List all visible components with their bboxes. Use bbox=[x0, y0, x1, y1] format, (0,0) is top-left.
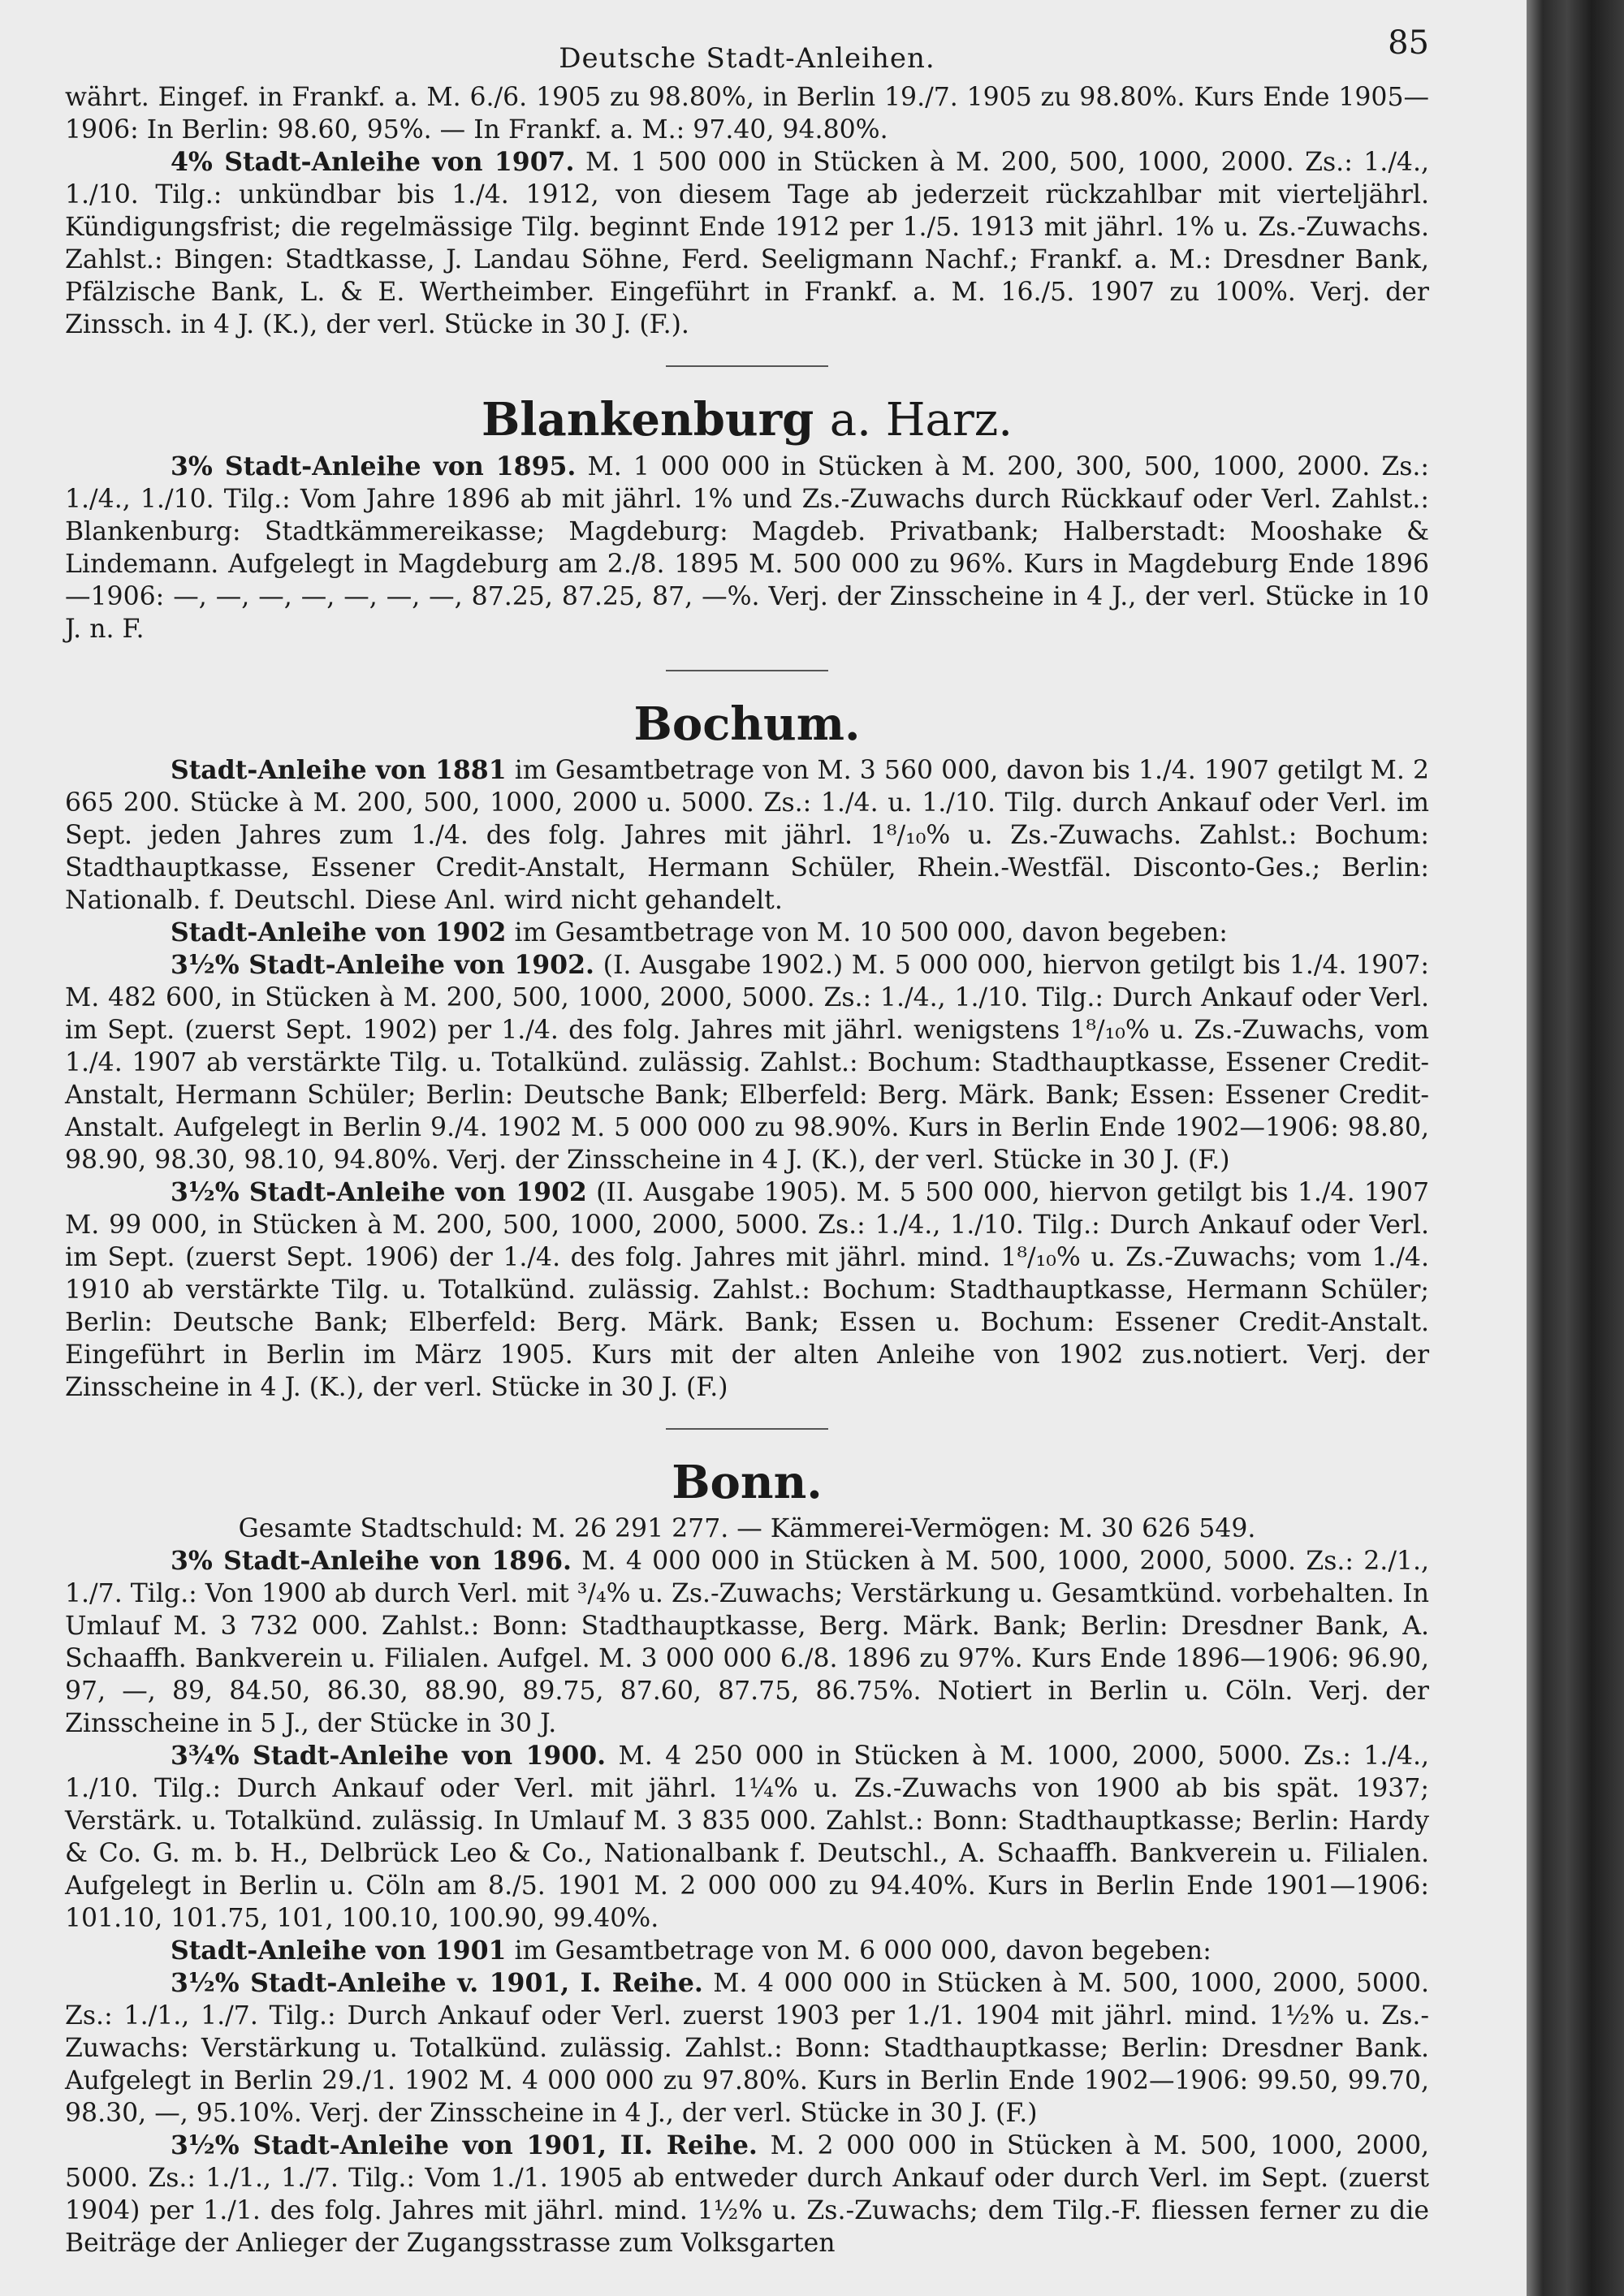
bochum-paragraph-1 bbox=[65, 754, 1429, 917]
bonn-debt-line: Gesamte Stadtschuld: M. 26 291 277. — Kämmerei-Vermögen: M. 30 626 549. bbox=[238, 1514, 1256, 1543]
loan-text: im Gesamtbetrage von M. 3 560 000, davon bis 1./4. 1907 getilgt M. 2 665 200. Stücke à M. 200, 500, 1000, 2000 u. 5000. Zs.: 1./4. u. 1./10. Tilg. durch Ankauf oder Verl. im Sept. jeden Jahres zum 1./4. des folg. Jahres mit jährl. 1⁸/₁₀% u. Zs.-Zuwachs. Zahlst.: Bochum: Stadthauptkasse, Essener Credit-Anstalt, Hermann Schüler, Rhein.-Westfäl. Disconto-Ges.; Berlin: Nationalb. f. Deutschl. Diese Anl. wird nicht gehandelt. bbox=[65, 756, 1430, 915]
loan-text: M. 2 000 000 in Stücken à M. 500, 1000, 2000, 5000. Zs.: 1./1., 1./7. Tilg.: Vom 1./1. 1905 ab entweder durch Ankauf oder durch Verl. im Sept. (zuerst 1904) per 1./1. des folg. Jahres mit jährl. mind. 1½% u. Zs.-Zuwachs; dem Tilg.-F. fliessen ferner zu die Beiträge der Anlieger der Zugangsstrasse zum Volksgarten bbox=[65, 2131, 1429, 2258]
blankenburg-paragraph-1 bbox=[65, 451, 1429, 645]
page-number: 85 bbox=[1388, 24, 1429, 62]
loan-text: M. 4 250 000 in Stücken à M. 1000, 2000, 5000. Zs.: 1./4., 1./10. Tilg.: Durch Ankauf oder Verl. mit jährl. 1¼% u. Zs.-Zuwachs von 1900 ab bis spät. 1937; Verstärk. u. Totalkünd. zulässig. In Umlauf M. 3 835 000. Zahlst.: Bonn: Stadthauptkasse; Berlin: Hardy & Co. G. m. b. H., Delbrück Leo & Co., Nationalbank f. Deutschl., A. Schaaffh. Bankverein u. Filialen. Aufgelegt in Berlin u. Cöln am 8./5. 1901 M. 2 000 000 zu 94.40%. Kurs in Berlin Ende 1901—1906: 101.10, 101.75, 101, 100.10, 100.90, 99.40%. bbox=[65, 1741, 1430, 1933]
loan-heading: 3½% Stadt-Anleihe von 1902 bbox=[171, 1177, 587, 1207]
loan-heading: 3½% Stadt-Anleihe von 1901, II. Reihe. bbox=[171, 2130, 758, 2160]
bonn-paragraph-5 bbox=[65, 2130, 1429, 2259]
loan-text: (I. Ausgabe 1902.) M. 5 000 000, hiervon getilgt bis 1./4. 1907: M. 482 600, in Stücken à M. 200, 500, 1000, 2000, 5000. Zs.: 1./4., 1./10. Tilg.: Durch Ankauf oder Verl. im Sept. (zuerst Sept. 1902) per 1./4. des folg. Jahres mit jährl. wenigstens 1⁸/₁₀% u. Zs.-Zuwachs, vom 1./4. 1907 ab verstärkte Tilg. u. Totalkünd. zulässig. Zahlst.: Bochum: Stadthauptkasse, Essener Credit-Anstalt, Hermann Schüler; Berlin: Deutsche Bank; Elberfeld: Berg. Märk. Bank; Essen: Essener Credit-Anstalt. Aufgelegt in Berlin 9./4. 1902 M. 5 000 000 zu 98.90%. Kurs in Berlin Ende 1902—1906: 98.80, 98.90, 98.30, 98.10, 94.80%. Verj. der Zinsscheine in 4 J. (K.), der verl. Stücke in 30 J. (F.) bbox=[65, 951, 1430, 1175]
section-title-blankenburg bbox=[65, 395, 1429, 446]
city-name: Blankenburg bbox=[481, 393, 814, 447]
city-suffix: a. Harz. bbox=[829, 394, 1013, 447]
loan-heading: 3½% Stadt-Anleihe von 1902. bbox=[171, 950, 594, 980]
section-title-bochum: Bochum. bbox=[633, 697, 861, 751]
loan-text: (II. Ausgabe 1905). M. 5 500 000, hiervon getilgt bis 1./4. 1907 M. 99 000, in Stücken à M. 200, 500, 1000, 2000, 5000. Zs.: 1./4., 1./10. Tilg.: Durch Ankauf oder Verl. im Sept. (zuerst Sept. 1906) der 1./4. des folg. Jahres mit jährl. mind. 1⁸/₁₀% u. Zs.-Zuwachs; vom 1./4. 1910 ab verstärkte Tilg. u. Totalkünd. zulässig. Zahlst.: Bochum: Stadthauptkasse, Hermann Schüler; Berlin: Deutsche Bank; Elberfeld: Berg. Märk. Bank; Essen u. Bochum: Essener Credit-Anstalt. Eingeführt in Berlin im März 1905. Kurs mit der alten Anleihe von 1902 zus.notiert. Verj. der Zinsscheine in 4 J. (K.), der verl. Stücke in 30 J. (F.) bbox=[65, 1178, 1430, 1402]
section-divider bbox=[666, 1428, 828, 1430]
section-divider bbox=[666, 365, 828, 367]
section-title-bonn: Bonn. bbox=[672, 1456, 823, 1509]
bochum-paragraph-2 bbox=[65, 917, 1429, 949]
loan-heading: 3% Stadt-Anleihe von 1896. bbox=[171, 1546, 572, 1576]
loan-text: M. 4 000 000 in Stücken à M. 500, 1000, 2000, 5000. Zs.: 2./1., 1./7. Tilg.: Von 1900 ab durch Verl. mit ³/₄% u. Zs.-Zuwachs; Verstärkung u. Gesamtkünd. vorbehalten. In Umlauf M. 3 732 000. Zahlst.: Bonn: Stadthauptkasse, Berg. Märk. Bank; Berlin: Dresdner Bank, A. Schaaffh. Bankverein u. Filialen. Aufgel. M. 3 000 000 6./8. 1896 zu 97%. Kurs Ende 1896—1906: 96.90, 97, —, 89, 84.50, 86.30, 88.90, 89.75, 87.60, 87.75, 86.75%. Notiert in Berlin u. Cöln. Verj. der Zinsscheine in 5 J., der Stücke in 30 J. bbox=[65, 1547, 1430, 1738]
book-spine bbox=[1527, 0, 1624, 2296]
intro-paragraph-2 bbox=[65, 146, 1429, 341]
loan-heading: Stadt-Anleihe von 1902 bbox=[171, 917, 507, 947]
bochum-paragraph-3 bbox=[65, 949, 1429, 1176]
bonn-paragraph-2 bbox=[65, 1740, 1429, 1935]
loan-text: im Gesamtbetrage von M. 6 000 000, davon begeben: bbox=[514, 1936, 1212, 1966]
bonn-paragraph-1 bbox=[65, 1545, 1429, 1740]
text-column bbox=[65, 24, 1429, 2259]
loan-heading: 3¾% Stadt-Anleihe von 1900. bbox=[171, 1741, 607, 1771]
loan-text: M. 4 000 000 in Stücken à M. 500, 1000, 2000, 5000. Zs.: 1./1., 1./7. Tilg.: Durch Ankauf oder Verl. zuerst 1903 per 1./1. 1904 mit jährl. mind. 1½% u. Zs.-Zuwachs: Verstärkung u. Totalkünd. zulässig. Zahlst.: Bonn: Stadthauptkasse; Berlin: Dresdner Bank. Aufgelegt in Berlin 29./1. 1902 M. 4 000 000 zu 97.80%. Kurs in Berlin Ende 1902—1906: 99.50, 99.70, 98.30, —, 95.10%. Verj. der Zinsscheine in 4 J., der verl. Stücke in 30 J. (F.) bbox=[65, 1969, 1429, 2128]
section-divider bbox=[666, 670, 828, 671]
loan-heading: 3% Stadt-Anleihe von 1895. bbox=[171, 451, 577, 481]
bochum-paragraph-4 bbox=[65, 1176, 1429, 1404]
loan-heading: Stadt-Anleihe von 1901 bbox=[171, 1936, 507, 1966]
bonn-paragraph-3 bbox=[65, 1935, 1429, 1967]
bonn-paragraph-4 bbox=[65, 1967, 1429, 2130]
intro-paragraph-1: währt. Eingef. in Frankf. a. M. 6./6. 1905 zu 98.80%, in Berlin 19./7. 1905 zu 98.80%. Kurs Ende 1905—1906: In Berlin: 98.60, 95%. — In Frankf. a. M.: 97.40, 94.80%. bbox=[65, 83, 1429, 145]
running-title: Deutsche Stadt-Anleihen. bbox=[559, 42, 935, 75]
loan-heading: Stadt-Anleihe von 1881 bbox=[171, 755, 507, 785]
loan-text: M. 1 000 000 in Stücken à M. 200, 300, 500, 1000, 2000. Zs.: 1./4., 1./10. Tilg.: Vom Jahre 1896 ab mit jährl. 1% und Zs.-Zuwachs durch Rückkauf oder Verl. Zahlst.: Blankenburg: Stadtkämmereikasse; Magdeburg: Magdeb. Privatbank; Halberstadt: Mooshake & Lindemann. Aufgelegt in Magdeburg am 2./8. 1895 M. 500 000 zu 96%. Kurs in Magdeburg Ende 1896—1906: —, —, —, —, —, —, —, 87.25, 87.25, 87, —%. Verj. der Zinsscheine in 4 J., der verl. Stücke in 10 J. n. F. bbox=[65, 452, 1429, 644]
loan-heading: 4% Stadt-Anleihe von 1907. bbox=[171, 147, 575, 177]
loan-text: M. 1 500 000 in Stücken à M. 200, 500, 1000, 2000. Zs.: 1./4., 1./10. Tilg.: unkündbar bis 1./4. 1912, von diesem Tage ab jederzeit rückzahlbar mit vierteljährl. Kündigungsfrist; die regelmässige Tilg. beginnt Ende 1912 per 1./5. 1913 mit jährl. 1% u. Zs.-Zuwachs. Zahlst.: Bingen: Stadtkasse, J. Landau Söhne, Ferd. Seeligmann Nachf.; Frankf. a. M.: Dresdner Bank, Pfälzische Bank, L. & E. Wertheimber. Eingeführt in Frankf. a. M. 16./5. 1907 zu 100%. Verj. der Zinssch. in 4 J. (K.), der verl. Stücke in 30 J. (F.). bbox=[65, 148, 1429, 339]
running-header bbox=[65, 24, 1429, 81]
loan-heading: 3½% Stadt-Anleihe v. 1901, I. Reihe. bbox=[171, 1968, 703, 1998]
loan-text: im Gesamtbetrage von M. 10 500 000, davon begeben: bbox=[514, 918, 1228, 947]
